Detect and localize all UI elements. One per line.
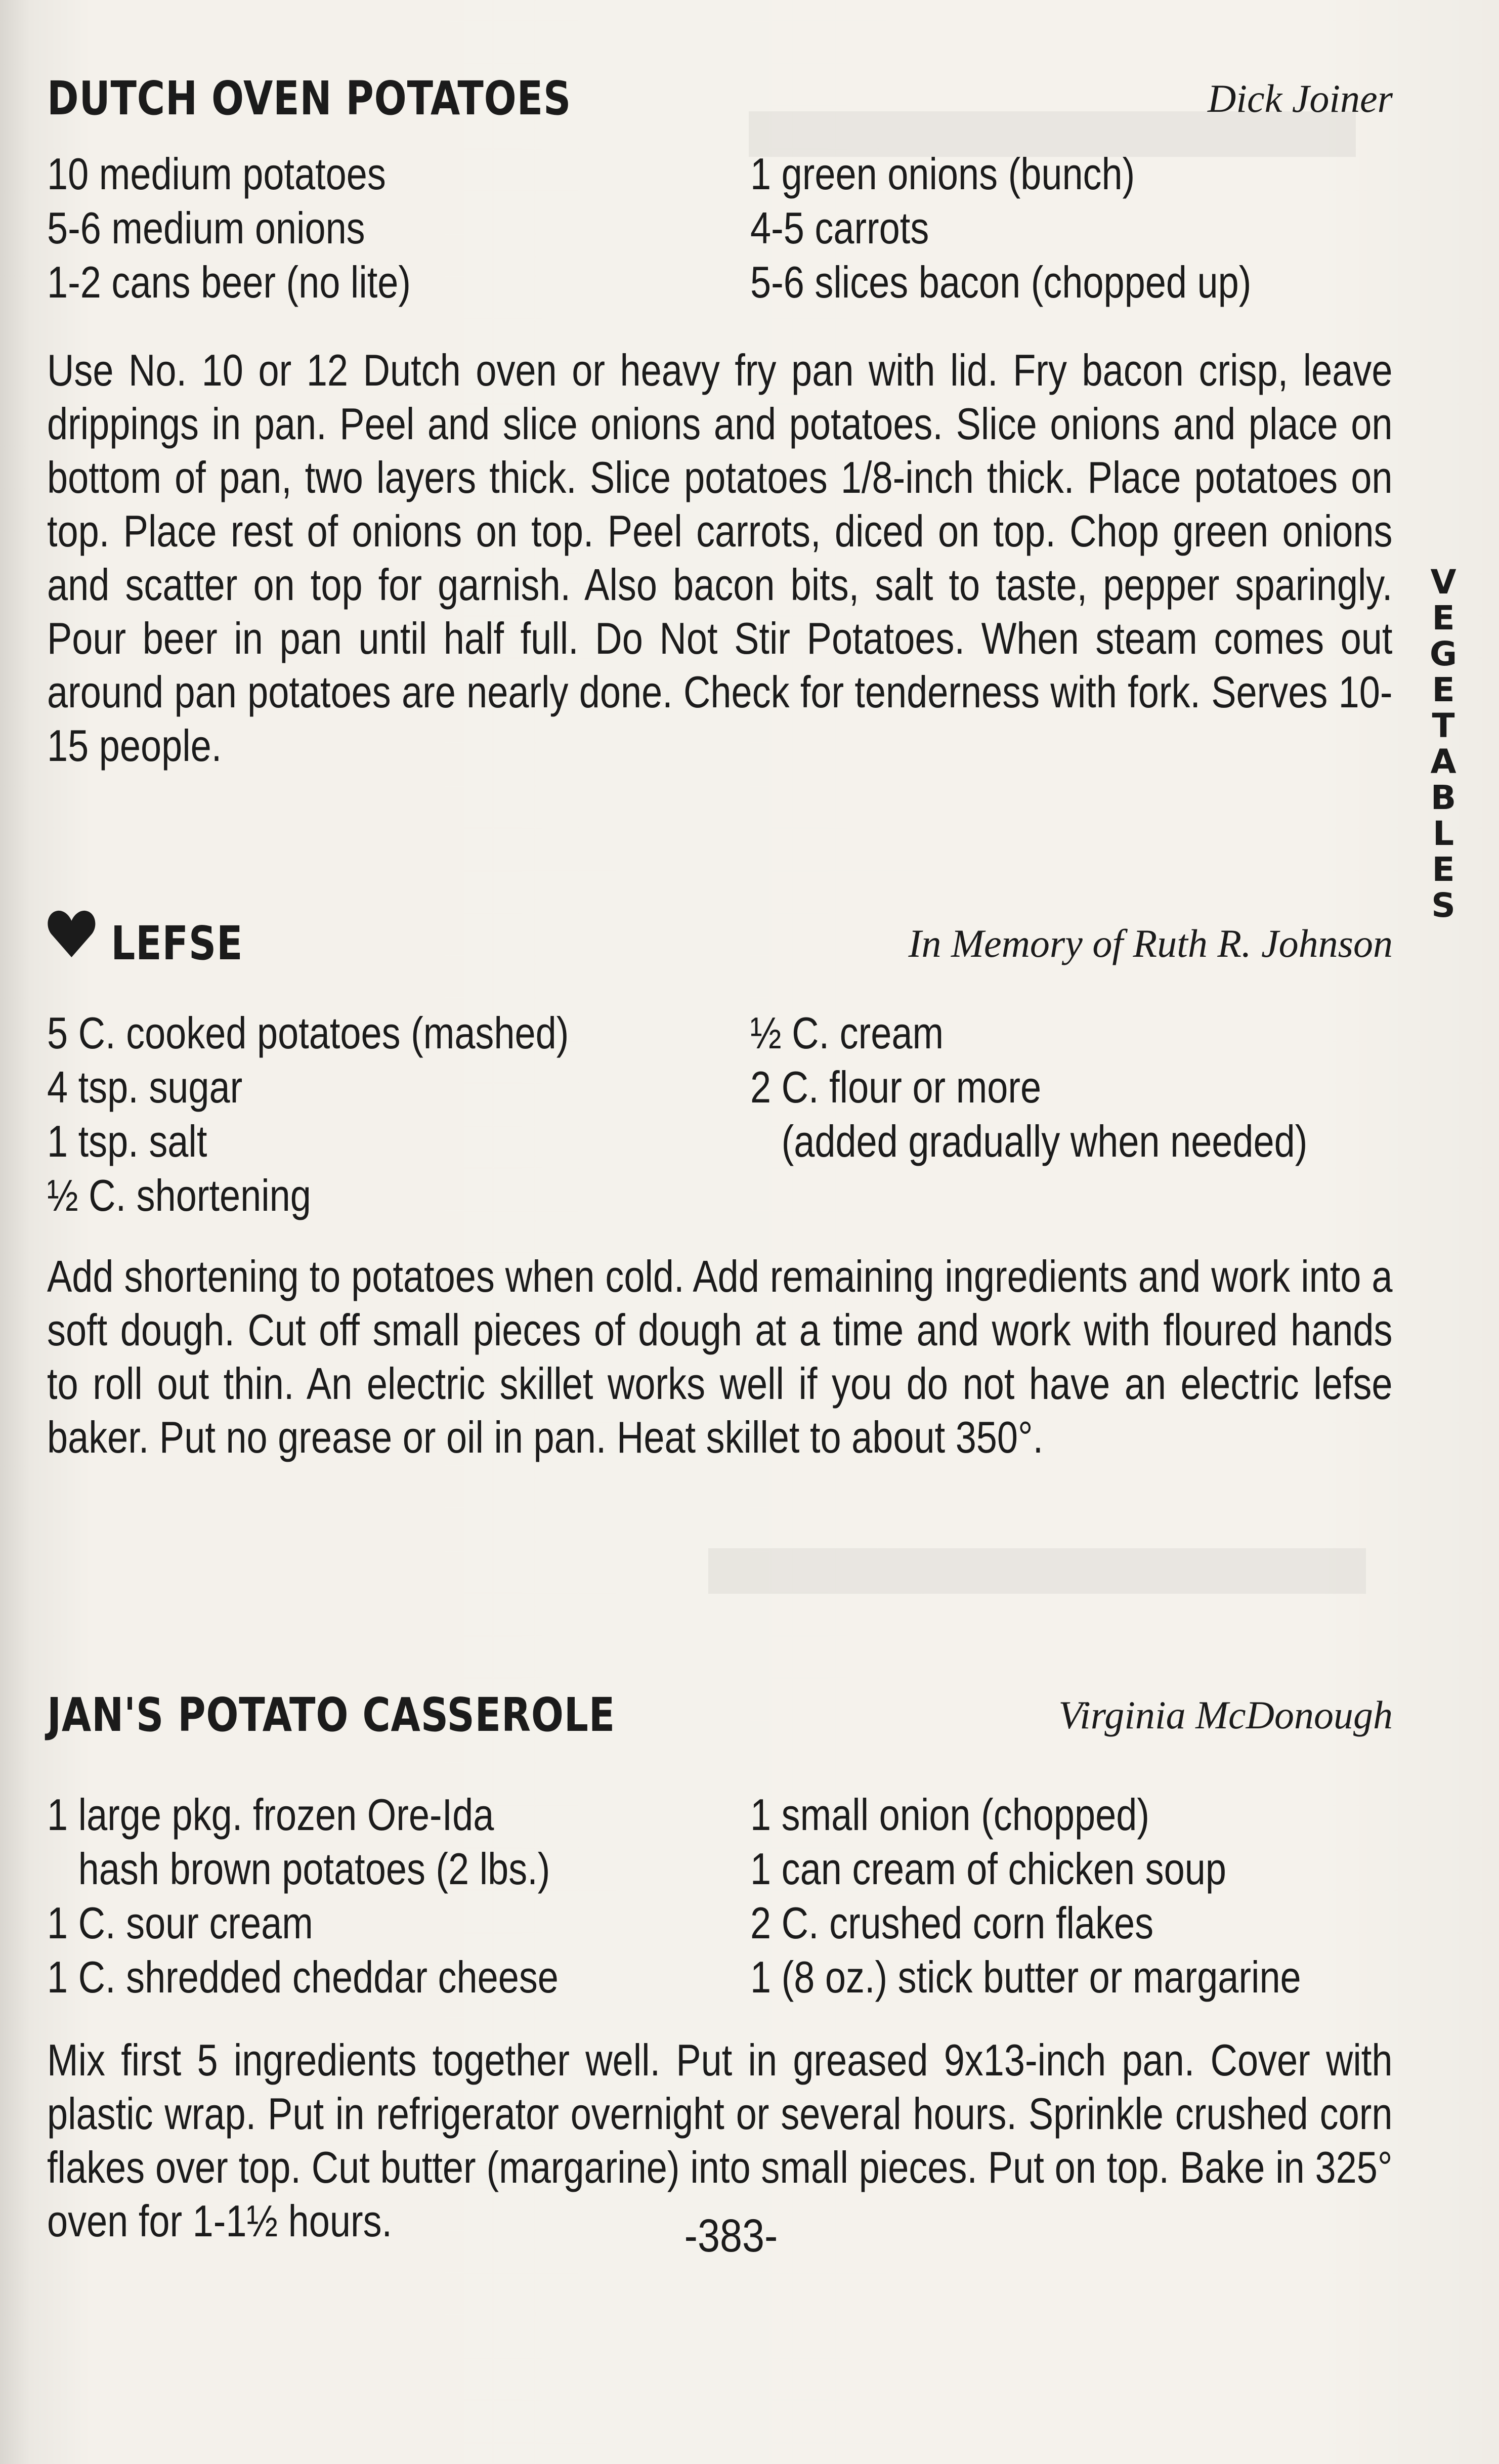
recipe-dutch-oven-potatoes xyxy=(47,65,1393,773)
heart-icon xyxy=(47,909,96,970)
ingredient: 1 large pkg. frozen Ore-Ida xyxy=(47,1790,494,1840)
recipe-instructions: Add shortening to potatoes when cold. Add remaining ingredients and work into a soft dough. Cut off small pieces of dough at a time and work with floured hands to roll out thin. An electric skillet works well if you do not have an electric lefse baker. Put no grease or oil in pan. Heat skillet to about 350°. xyxy=(47,1251,1393,1462)
section-tab-vegetables xyxy=(1426,564,1461,923)
recipe-title: LEFSE xyxy=(47,909,243,970)
recipe-byline: Virginia McDonough xyxy=(1058,1693,1393,1737)
ingredient: 1 C. sour cream xyxy=(47,1898,313,1948)
ingredient: (added gradually when needed) xyxy=(750,1116,1308,1166)
ingredient-column-left xyxy=(47,1788,559,2004)
section-tab-letter: S xyxy=(1431,886,1455,925)
section-tab-letter: L xyxy=(1432,814,1454,853)
ingredient-column-right xyxy=(750,147,1251,309)
recipe-instructions: Mix first 5 ingredients together well. Put in greased 9x13-inch pan. Cover with plastic wrap. Put in refrigerator overnight or several hours. Sprinkle crushed corn flakes over top. Cut butter (margarine) into small pieces. Put on top. Bake in 325° oven for 1-1½ hours. xyxy=(47,2035,1393,2246)
ingredient-column-right xyxy=(750,1006,1307,1168)
ingredient-list xyxy=(47,1006,1393,1222)
recipe-header xyxy=(47,65,1393,125)
recipe-header xyxy=(47,1681,1393,1742)
section-tab-letter: T xyxy=(1432,706,1455,745)
ingredient-list xyxy=(47,147,1393,309)
ingredient: 5-6 slices bacon (chopped up) xyxy=(750,257,1252,307)
section-tab-letter: G xyxy=(1429,634,1458,673)
section-tab-letter: B xyxy=(1430,778,1457,817)
ingredient: 1 C. shredded cheddar cheese xyxy=(47,1952,559,2002)
ingredient: 1 can cream of chicken soup xyxy=(750,1844,1226,1894)
ingredient: ½ C. shortening xyxy=(47,1170,311,1220)
recipe-instructions: Use No. 10 or 12 Dutch oven or heavy fry pan with lid. Fry bacon crisp, leave drippings in pan. Peel and slice onions and potatoes. Slice onions and place on bottom of pan, two layers thick. Slice potatoes 1/8-inch thick. Place potatoes on top. Place rest of onions on top. Peel carrots, diced on top. Chop green onions and scatter on top for garnish. Also bacon bits, salt to taste, pepper sparingly. Pour beer in pan until half full. Do Not Stir Potatoes. When steam comes out around pan potatoes are nearly done. Check for tenderness with fork. Serves 10-15 people. xyxy=(47,345,1393,771)
ingredient-list xyxy=(47,1788,1393,2004)
recipe-lefse xyxy=(47,910,1393,1464)
ingredient: 10 medium potatoes xyxy=(47,149,386,199)
ingredient-column-left xyxy=(47,1006,569,1222)
ingredient: 2 C. crushed corn flakes xyxy=(750,1898,1154,1948)
ingredient: 2 C. flour or more xyxy=(750,1062,1042,1112)
ingredient: 4 tsp. sugar xyxy=(47,1062,243,1112)
page-number: -383- xyxy=(684,2210,778,2262)
recipe-byline: In Memory of Ruth R. Johnson xyxy=(908,921,1393,965)
bleed-through-shadow xyxy=(708,1548,1366,1594)
ingredient: 1 green onions (bunch) xyxy=(750,149,1135,199)
ingredient: ½ C. cream xyxy=(750,1008,944,1058)
recipe-jans-potato-casserole xyxy=(47,1681,1393,2248)
ingredient: 4-5 carrots xyxy=(750,203,929,253)
section-tab-letter: E xyxy=(1432,599,1455,638)
ingredient: 5 C. cooked potatoes (mashed) xyxy=(47,1008,569,1058)
ingredient: 1 tsp. salt xyxy=(47,1116,207,1166)
ingredient: 5-6 medium onions xyxy=(47,203,365,253)
ingredient-column-left xyxy=(47,147,411,309)
recipe-byline: Dick Joiner xyxy=(1207,76,1393,120)
ingredient-column-right xyxy=(750,1788,1301,2004)
ingredient: 1-2 cans beer (no lite) xyxy=(47,257,411,307)
section-tab-letter: A xyxy=(1430,742,1457,781)
section-tab-letter: E xyxy=(1432,850,1455,889)
recipe-title: JAN'S POTATO CASSEROLE xyxy=(47,1688,616,1742)
recipe-header xyxy=(47,910,1393,970)
ingredient: 1 (8 oz.) stick butter or margarine xyxy=(750,1952,1301,2002)
recipe-title: DUTCH OVEN POTATOES xyxy=(47,71,572,125)
ingredient: 1 small onion (chopped) xyxy=(750,1790,1149,1840)
section-tab-letter: E xyxy=(1432,670,1455,709)
section-tab-letter: V xyxy=(1430,563,1457,602)
ingredient: hash brown potatoes (2 lbs.) xyxy=(47,1844,550,1894)
